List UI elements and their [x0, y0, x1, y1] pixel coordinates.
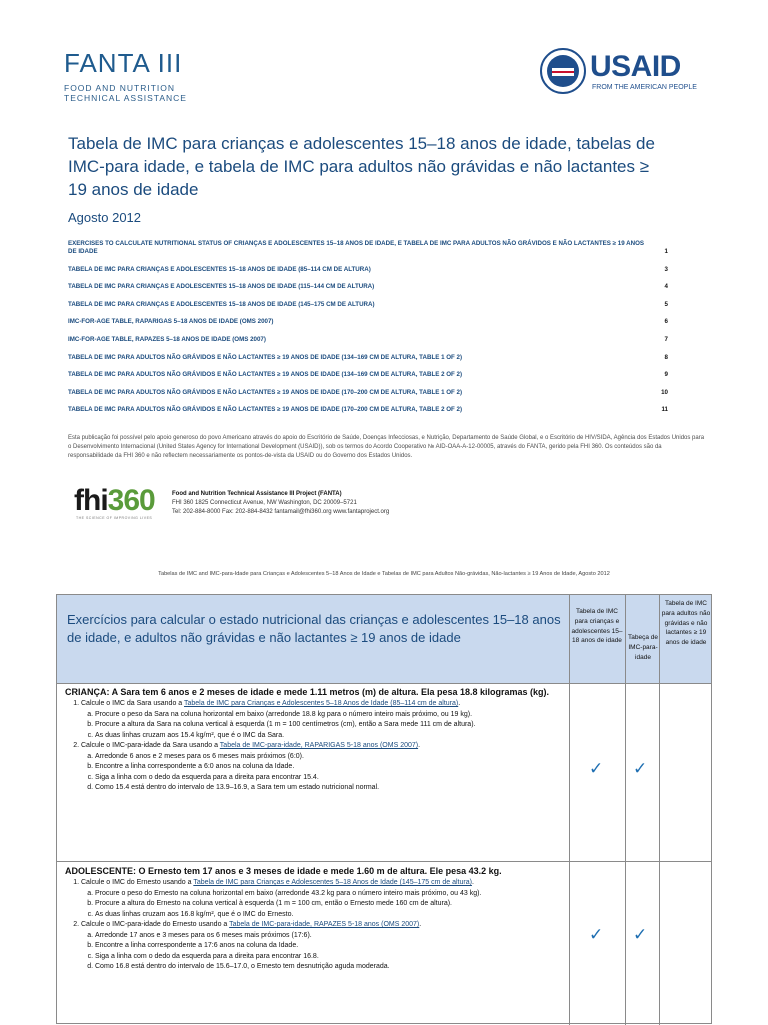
substep: c. Siga a linha com o dedo da esquerda para a direita para encontrar 15.4. [95, 773, 565, 784]
fanta-sub-line-1: FOOD AND NUTRITION [64, 83, 176, 93]
checkmark-icon: ✓ [633, 925, 648, 944]
project-address: FHI 360 1825 Connecticut Avenue, NW Washington, DC 20009–5721 [172, 499, 357, 506]
toc-entry-page: 9 [664, 371, 668, 379]
substep: c. As duas linhas cruzam aos 15.4 kg/m², que é o IMC da Sara. [95, 731, 565, 742]
substep: b. Encontre a linha correspondente a 17:6 anos na coluna da Idade. [95, 941, 565, 952]
column-header-bmi-adults: Tabela de IMC para adultos não grávidas e não lactantes ≥ 19 anos de idade [661, 600, 711, 647]
usaid-seal-icon [540, 48, 586, 94]
toc-entry[interactable] [68, 318, 668, 326]
substep: c. Siga a linha com o dedo da esquerda para a direita para encontrar 16.8. [95, 952, 565, 963]
toc-entry-page: 11 [661, 406, 668, 414]
exercise-step: 1. Calcule o IMC da Sara usando a Tabela de IMC para Crianças e Adolescentes 5–18 Anos de Idade (85–114 cm de altura). a. Procure o peso da Sara na coluna horizontal em baixo (arredonde 18.8 kg para o número inteiro mais próximo, ou 19 kg). b. Procure a altura da Sara na coluna vertical à esquerda (1 m = 100 centímetros (cm), então a Sara mede 111 cm de altura). c. As duas linhas cruzam aos 15.4 kg/m², que é o IMC da Sara. [81, 699, 565, 741]
usaid-tagline: FROM THE AMERICAN PEOPLE [592, 84, 697, 91]
checkmark-icon: ✓ [589, 925, 604, 944]
toc-entry-page: 8 [664, 353, 668, 361]
toc-entry-page: 6 [664, 318, 668, 326]
column-header-bmi-for-age: Tabeça de IMC-para-idade [628, 634, 658, 661]
toc-entry-page: 1 [664, 248, 668, 255]
toc-entry-title: TABELA DE IMC PARA CRIANÇAS E ADOLESCENTES 15–18 ANOS DE IDADE (145–175 CM DE ALTURA) [68, 300, 375, 308]
fhi360-tagline: THE SCIENCE OF IMPROVING LIVES [76, 516, 153, 520]
checkmark-icon: ✓ [589, 759, 604, 778]
toc-entry-page: 5 [664, 300, 668, 308]
toc-entry[interactable] [68, 301, 668, 309]
row-divider [57, 861, 711, 862]
substep: b. Encontre a linha correspondente a 6:0 anos na coluna da Idade. [95, 762, 565, 773]
toc-entry[interactable] [68, 283, 668, 291]
exercise-crianca [65, 686, 565, 794]
substep: b. Procure a altura do Ernesto na coluna vertical à esquerda (1 m = 100 cm, então o Ernesto mede 160 cm de altura). [95, 899, 565, 910]
usaid-wordmark: USAID [590, 50, 681, 83]
exercise-table [56, 594, 712, 1024]
exercise-step: 1. Calcule o IMC do Ernesto usando a Tabela de IMC para Crianças e Adolescentes 5–18 Anos de Idade (145–175 cm de altura). a. Procure o peso do Ernesto na coluna horizontal em baixo (arredonde 43.2 kg para o número inteiro mais próximo, ou 43 kg). b. Procure a altura do Ernesto na coluna vertical à esquerda (1 m = 100 cm, então o Ernesto mede 160 cm de altura). c. As duas linhas cruzam aos 16.8 kg/m², que é o IMC do Ernesto. [81, 878, 565, 920]
toc-entry-page: 10 [661, 388, 668, 396]
column-divider [625, 595, 626, 1025]
toc-entry-title: TABELA DE IMC PARA ADULTOS NÃO GRÁVIDOS E NÃO LACTANTES ≥ 19 ANOS DE IDADE (170–200 CM DE ALTURA, TABLE 1 OF 2) [68, 388, 463, 396]
substep: d. Como 16.8 está dentro do intervalo de 15.6–17.0, o Ernesto tem desnutrição aguda moderada. [95, 962, 565, 973]
step-text: Calcule o IMC da Sara usando a [81, 700, 184, 707]
document-date: Agosto 2012 [68, 210, 142, 225]
project-name: Food and Nutrition Technical Assistance III Project (FANTA) [172, 491, 342, 497]
substep: a. Procure o peso do Ernesto na coluna horizontal em baixo (arredonde 43.2 kg para o número inteiro mais próximo, ou 43 kg). [95, 889, 565, 900]
fhi360-logo-main: fhi [74, 484, 108, 517]
column-header-bmi-children: Tabela de IMC para crianças e adolescentes 15–18 anos de idade [571, 608, 623, 645]
running-head: Tabelas de IMC and IMC-para-Idade para Crianças e Adolescentes 5–18 Anos de Idade e Tabelas de IMC para Adultos Não-grávidas, Não-lactantes ≥ 19 Anos de Idade, Agosto 2012 [158, 571, 610, 577]
substep: a. Arredonde 17 anos e 3 meses para os 6 meses mais próximos (17:6). [95, 931, 565, 942]
toc-entry-title: EXERCISES TO CALCULATE NUTRITIONAL STATUS OF CRIANÇAS E ADOLESCENTES 15–18 ANOS DE IDADE, E TABELA DE IMC PARA ADULTOS NÃO GRÁVIDOS E NÃO LACTANTES ≥ 19 ANOS DE IDADE [68, 240, 645, 255]
step-text: Calcule o IMC-para-idade do Ernesto usando a [81, 921, 230, 928]
project-contact: Tel: 202-884-8000 Fax: 202-884-8432 fantamail@fhi360.org www.fantaproject.org [172, 508, 390, 515]
exercise-step: 2. Calcule o IMC-para-idade da Sara usando a Tabela de IMC-para-idade, RAPARIGAS 5-18 anos (OMS 2007). a. Arredonde 6 anos e 2 meses para os 6 meses mais próximos (6:0). b. Encontre a linha correspondente a 6:0 anos na coluna da Idade. c. Siga a linha com o dedo da esquerda para a direita para encontrar 15.4. d. Como 15.4 está dentro do intervalo de 13.9–16.9, a Sara tem um estado nutricional normal. [81, 741, 565, 794]
exercise-heading: ADOLESCENTE: O Ernesto tem 17 anos e 3 meses de idade e mede 1.60 m de altura. Ele pesa 43.2 kg. [65, 866, 502, 876]
column-divider [659, 595, 660, 1025]
substep: a. Procure o peso da Sara na coluna horizontal em baixo (arredonde 18.8 kg para o número inteiro mais próximo, ou 19 kg). [95, 710, 565, 721]
usaid-logo [540, 48, 700, 100]
exercise-heading: CRIANÇA: A Sara tem 6 anos e 2 meses de idade e mede 1.11 metros (m) de altura. Ela pesa 18.8 kilogramas (kg). [65, 687, 550, 697]
table-header-title: Exercícios para calcular o estado nutricional das crianças e adolescentes 15–18 anos de idade, e adultos não grávidas e não lactantes ≥ 19 anos de idade [67, 612, 561, 645]
toc-entry-page: 3 [664, 265, 668, 273]
substep: a. Arredonde 6 anos e 2 meses para os 6 meses mais próximos (6:0). [95, 752, 565, 763]
toc-entry[interactable] [68, 336, 668, 344]
exercise-step: 2. Calcule o IMC-para-idade do Ernesto usando a Tabela de IMC-para-idade, RAPAZES 5-18 anos (OMS 2007). a. Arredonde 17 anos e 3 meses para os 6 meses mais próximos (17:6). b. Encontre a linha correspondente a 17:6 anos na coluna da Idade. c. Siga a linha com o dedo da esquerda para a direita para encontrar 16.8. d. Como 16.8 está dentro do intervalo de 15.6–17.0, o Ernesto tem desnutrição aguda moderada. [81, 920, 565, 973]
step-text: Calcule o IMC-para-idade da Sara usando a [81, 742, 220, 749]
toc-entry[interactable] [68, 389, 668, 397]
checkmark-icon: ✓ [633, 759, 648, 778]
fhi360-logo-num: 360 [107, 484, 155, 517]
table-of-contents [68, 240, 668, 424]
toc-entry[interactable] [68, 240, 668, 256]
fanta-logo [64, 48, 187, 103]
fhi360-logo [74, 484, 155, 518]
funding-disclaimer: Esta publicação foi possível pelo apoio generoso do povo Americano através do apoio do Escritório de Saúde, Doenças Infecciosas, e Nutrição, Departamento de Saúde Global, e o Escritório de HIV/SIDA, Agência dos Estados Unidos para o Desenvolvimento Internacional (United States Agency for International Development (USAID)), sob os termos do Acordo Cooperativo № AID-OAA-A-12-00005, através do FANTA, gerido pela FHI 360. Os conteúdos são da responsabilidade da FHI 360 e não reflectem necessariamente os pontos-de-vista da USAID ou do Governo dos Estados Unidos. [68, 435, 705, 460]
step-text: Calcule o IMC do Ernesto usando a [81, 879, 194, 886]
fanta-logo-sub [64, 83, 187, 103]
fanta-logo-text: FANTA III [64, 48, 183, 78]
substep: c. As duas linhas cruzam aos 16.8 kg/m², que é o IMC do Ernesto. [95, 910, 565, 921]
toc-entry-title: IMC-FOR-AGE TABLE, RAPARIGAS 5–18 ANOS DE IDADE (OMS 2007) [68, 318, 274, 326]
toc-entry-title: TABELA DE IMC PARA ADULTOS NÃO GRÁVIDOS E NÃO LACTANTES ≥ 19 ANOS DE IDADE (170–200 CM DE ALTURA, TABLE 2 OF 2) [68, 406, 463, 414]
toc-entry[interactable] [68, 354, 668, 362]
fhi360-contact-block [172, 490, 389, 516]
toc-entry[interactable] [68, 371, 668, 379]
table-link[interactable]: Tabela de IMC para Crianças e Adolescentes 5–18 Anos de Idade (85–114 cm de altura) [184, 700, 459, 707]
toc-entry-title: IMC-FOR-AGE TABLE, RAPAZES 5–18 ANOS DE IDADE (OMS 2007) [68, 335, 266, 343]
toc-entry[interactable] [68, 406, 668, 414]
table-link[interactable]: Tabela de IMC-para-idade, RAPAZES 5-18 anos (OMS 2007) [229, 921, 420, 928]
toc-entry[interactable] [68, 266, 668, 274]
table-link[interactable]: Tabela de IMC-para-idade, RAPARIGAS 5-18 anos (OMS 2007) [219, 742, 419, 749]
column-divider [569, 595, 570, 1025]
exercise-adolescente [65, 865, 565, 973]
table-link[interactable]: Tabela de IMC para Crianças e Adolescentes 5–18 Anos de Idade (145–175 cm de altura) [193, 879, 472, 886]
substep: d. Como 15.4 está dentro do intervalo de 13.9–16.9, a Sara tem um estado nutricional normal. [95, 783, 565, 794]
toc-entry-title: TABELA DE IMC PARA ADULTOS NÃO GRÁVIDOS E NÃO LACTANTES ≥ 19 ANOS DE IDADE (134–169 CM DE ALTURA, TABLE 2 OF 2) [68, 371, 463, 379]
fanta-sub-line-2: TECHNICAL ASSISTANCE [64, 93, 187, 103]
substep: b. Procure a altura da Sara na coluna vertical à esquerda (1 m = 100 centímetros (cm), então a Sara mede 111 cm de altura). [95, 720, 565, 731]
toc-entry-page: 4 [664, 283, 668, 291]
toc-entry-title: TABELA DE IMC PARA CRIANÇAS E ADOLESCENTES 15–18 ANOS DE IDADE (115–144 CM DE ALTURA) [68, 283, 375, 291]
toc-entry-title: TABELA DE IMC PARA ADULTOS NÃO GRÁVIDOS E NÃO LACTANTES ≥ 19 ANOS DE IDADE (134–169 CM DE ALTURA, TABLE 1 OF 2) [68, 353, 463, 361]
toc-entry-page: 7 [664, 335, 668, 343]
toc-entry-title: TABELA DE IMC PARA CRIANÇAS E ADOLESCENTES 15–18 ANOS DE IDADE (85–114 CM DE ALTURA) [68, 265, 371, 273]
document-title: Tabela de IMC para crianças e adolescentes 15–18 anos de idade, tabelas de IMC-para idade, e tabela de IMC para adultos não grávidas e não lactantes ≥ 19 anos de idade [68, 134, 655, 199]
